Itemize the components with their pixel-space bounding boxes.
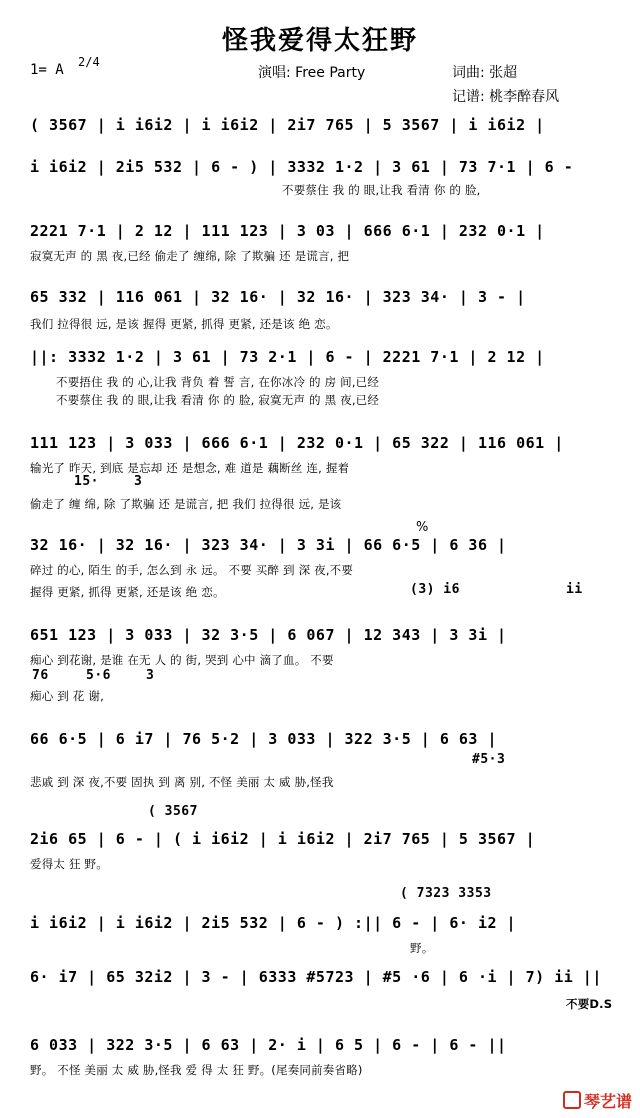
key-signature: 1= A <box>30 62 64 78</box>
lyric-row-8a: 痴心 到花谢, 是谁 在无 人 的 街, 哭到 心中 滴了血。 不要 <box>30 653 334 667</box>
alt-notes-7a: (3) i6 <box>410 582 460 597</box>
alt-notes-7b: ii <box>566 582 583 597</box>
alt-notes-8c: 3 <box>146 668 155 683</box>
transcriber: 记谱: 桃李醉春风 <box>452 89 560 105</box>
score-row-10: 2i6 65 | 6 - | ( i i6i2 | i i6i2 | 2i7 765 | 5 3567 | <box>30 830 536 848</box>
lyric-row-4: 我们 拉得很 远, 是该 握得 更紧, 抓得 更紧, 还是该 绝 恋。 <box>30 317 338 331</box>
alt-notes-6b: 3 <box>134 474 143 489</box>
lyric-row-5a: 不要捂住 我 的 心,让我 背负 着 誓 言, 在你冰冷 的 房 间,已经 <box>56 375 380 389</box>
score-row-4: 65 332 | 116 061 | 32 16· | 32 16· | 323 34· | 3 - | <box>30 288 526 306</box>
lyric-row-11: 野。 <box>410 941 434 955</box>
lyric-row-10: 爱得太 狂 野。 <box>30 857 108 871</box>
lyricist: 词曲: 张超 <box>452 65 518 81</box>
lyric-row-2: 不要蔡住 我 的 眼,让我 看清 你 的 脸, <box>282 183 481 197</box>
segno-mark: % <box>416 520 429 535</box>
score-row-5: ||: 3332 1·2 | 3 61 | 73 2·1 | 6 - | 2221 7·1 | 2 12 | <box>30 348 545 366</box>
alt-notes-9: #5·3 <box>472 752 506 767</box>
score-row-9: 66 6·5 | 6 i7 | 76 5·2 | 3 033 | 322 3·5 | 6 63 | <box>30 730 498 748</box>
alt-notes-10: ( 3567 <box>148 804 198 819</box>
alt-notes-6a: 15· <box>74 474 99 489</box>
score-row-12: 6· i7 | 65 32i2 | 3 - | 6333 #5723 | #5 ·6 | 6 ·i | 7) ii || <box>30 968 602 986</box>
score-row-11: i i6i2 | i i6i2 | 2i5 532 | 6 - ) :|| 6 - | 6· i2 | <box>30 914 517 932</box>
alt-notes-11: ( 7323 3353 <box>400 886 492 901</box>
lyric-row-7b: 握得 更紧, 抓得 更紧, 还是该 绝 恋。 <box>30 585 225 599</box>
watermark-text: 琴艺谱 <box>583 1092 632 1111</box>
lyric-row-7a: 碎过 的心, 陌生 的手, 怎么到 永 远。 不要 买醉 到 深 夜,不要 <box>30 563 354 577</box>
singer: 演唱: Free Party <box>258 65 366 81</box>
lyric-row-9: 悲戚 到 深 夜,不要 固执 到 离 别, 不怪 美丽 太 威 胁,怪我 <box>30 775 334 789</box>
time-signature: 2/4 <box>78 55 100 69</box>
score-row-7: 32 16· | 32 16· | 323 34· | 3 3i | 66 6·5 | 6 36 | <box>30 536 507 554</box>
lyric-row-6b: 偷走了 缠 绵, 除 了欺骗 还 是谎言, 把 我们 拉得很 远, 是该 <box>30 497 342 511</box>
score-row-6: 111 123 | 3 033 | 666 6·1 | 232 0·1 | 65 322 | 116 061 | <box>30 434 564 452</box>
score-row-8: 651 123 | 3 033 | 32 3·5 | 6 067 | 12 343 | 3 3i | <box>30 626 507 644</box>
lyric-row-6a: 输光了 昨天, 到底 是忘却 还 是想念, 难 道是 藕断丝 连, 握着 <box>30 461 350 475</box>
alt-notes-8b: 5·6 <box>86 668 111 683</box>
lyric-row-8b: 痴心 到 花 谢, <box>30 689 104 703</box>
lyric-row-5b: 不要蔡住 我 的 眼,让我 看清 你 的 脸, 寂寞无声 的 黑 夜,已经 <box>56 393 380 407</box>
logo-icon <box>563 1091 581 1109</box>
lyric-row-13: 野。 不怪 美丽 太 威 胁,怪我 爱 得 太 狂 野。(尾奏同前奏省略) <box>30 1063 363 1077</box>
lyric-row-12: 不要D.S <box>566 997 613 1011</box>
score-row-2: i i6i2 | 2i5 532 | 6 - ) | 3332 1·2 | 3 61 | 73 7·1 | 6 - <box>30 158 574 176</box>
watermark-logo <box>563 1089 632 1112</box>
alt-notes-8a: 76 <box>32 668 49 683</box>
lyric-row-3: 寂寞无声 的 黑 夜,已经 偷走了 缠绵, 除 了欺骗 还 是谎言, 把 <box>30 249 350 263</box>
page-title: 怪我爱得太狂野 <box>221 26 418 56</box>
score-row-3: 2221 7·1 | 2 12 | 111 123 | 3 03 | 666 6·1 | 232 0·1 | <box>30 222 545 240</box>
score-row-1: ( 3567 | i i6i2 | i i6i2 | 2i7 765 | 5 3567 | i i6i2 | <box>30 116 545 134</box>
score-row-13: 6 033 | 322 3·5 | 6 63 | 2· i | 6 5 | 6 - | 6 - || <box>30 1036 507 1054</box>
